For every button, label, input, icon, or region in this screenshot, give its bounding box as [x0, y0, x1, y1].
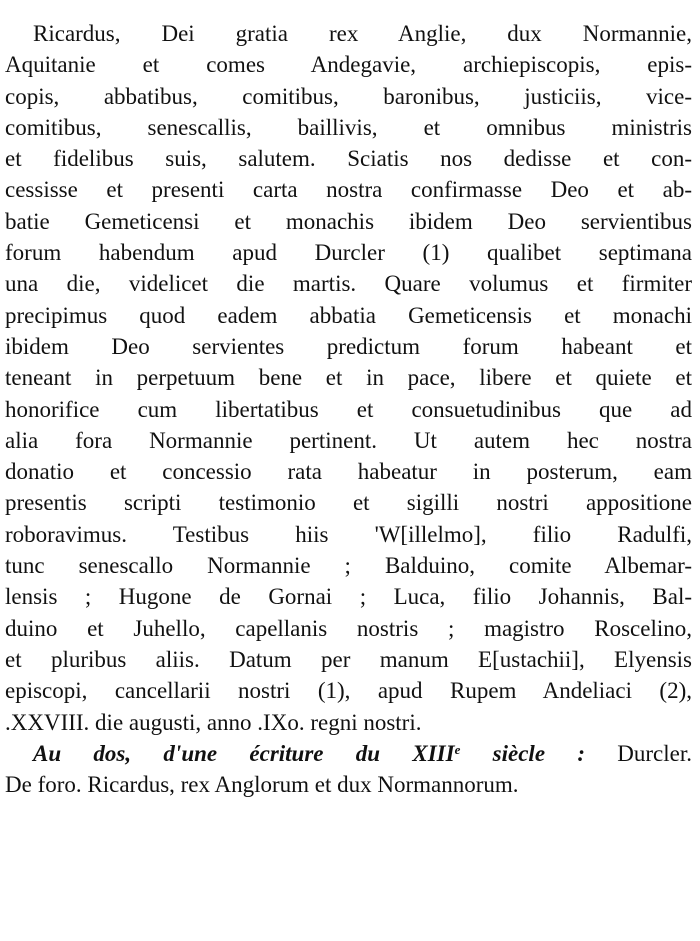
note-line-2: De foro. Ricardus, rex Anglorum et dux Normannorum.	[5, 772, 519, 798]
text-line: una die, videlicet die martis. Quare volumus et firmiter	[5, 271, 692, 297]
text-line: cessisse et presenti carta nostra confirmasse Deo et ab-	[5, 177, 692, 203]
text-line: .XXVIII. die augusti, anno .IXo. regni nostri.	[5, 709, 422, 735]
text-line: comitibus, senescallis, baillivis, et omnibus ministris	[5, 114, 692, 140]
dorsal-note	[5, 738, 692, 801]
text-line: roboravimus. Testibus hiis 'W[illelmo], filio Radulfi,	[5, 521, 692, 547]
charter-paragraph	[5, 18, 692, 738]
text-line: episcopi, cancellarii nostri (1), apud Rupem Andeliaci (2),	[5, 678, 692, 704]
text-line: et pluribus aliis. Datum per manum E[ustachii], Elyensis	[5, 646, 692, 672]
text-line: duino et Juhello, capellanis nostris ; magistro Roscelino,	[5, 615, 692, 641]
text-line: Ricardus, Dei gratia rex Anglie, dux Normannie,	[33, 21, 692, 46]
text-line: donatio et concessio rata habeatur in posterum, eam	[5, 459, 692, 485]
note-italic-suffix: siècle :	[460, 740, 585, 766]
text-line: lensis ; Hugone de Gornai ; Luca, filio Johannis, Bal-	[5, 584, 692, 610]
text-line: teneant in perpetuum bene et in pace, libere et quiete et	[5, 365, 692, 391]
text-line: tunc senescallo Normannie ; Balduino, comite Albemar-	[5, 553, 692, 579]
text-line: ibidem Deo servientes predictum forum habeant et	[5, 333, 692, 359]
text-line: et fidelibus suis, salutem. Sciatis nos dedisse et con-	[5, 146, 692, 172]
text-line: honorifice cum libertatibus et consuetudinibus que ad	[5, 396, 692, 422]
text-line: batie Gemeticensi et monachis ibidem Deo servientibus	[5, 208, 692, 234]
text-line: Aquitanie et comes Andegavie, archiepiscopis, epis-	[5, 52, 692, 78]
text-line: alia fora Normannie pertinent. Ut autem hec nostra	[5, 427, 692, 453]
text-line: presentis scripti testimonio et sigilli nostri appositione	[5, 490, 692, 516]
note-text-after: Durcler.	[584, 740, 692, 766]
text-line: forum habendum apud Durcler (1) qualibet septimana	[5, 240, 692, 266]
text-line: precipimus quod eadem abbatia Gemeticensis et monachi	[5, 302, 692, 328]
note-line	[5, 738, 692, 769]
text-line: copis, abbatibus, comitibus, baronibus, justiciis, vice-	[5, 83, 692, 109]
note-italic-prefix: Au dos, d'une écriture du XIII	[33, 740, 455, 766]
note-superscript: e	[454, 741, 461, 757]
